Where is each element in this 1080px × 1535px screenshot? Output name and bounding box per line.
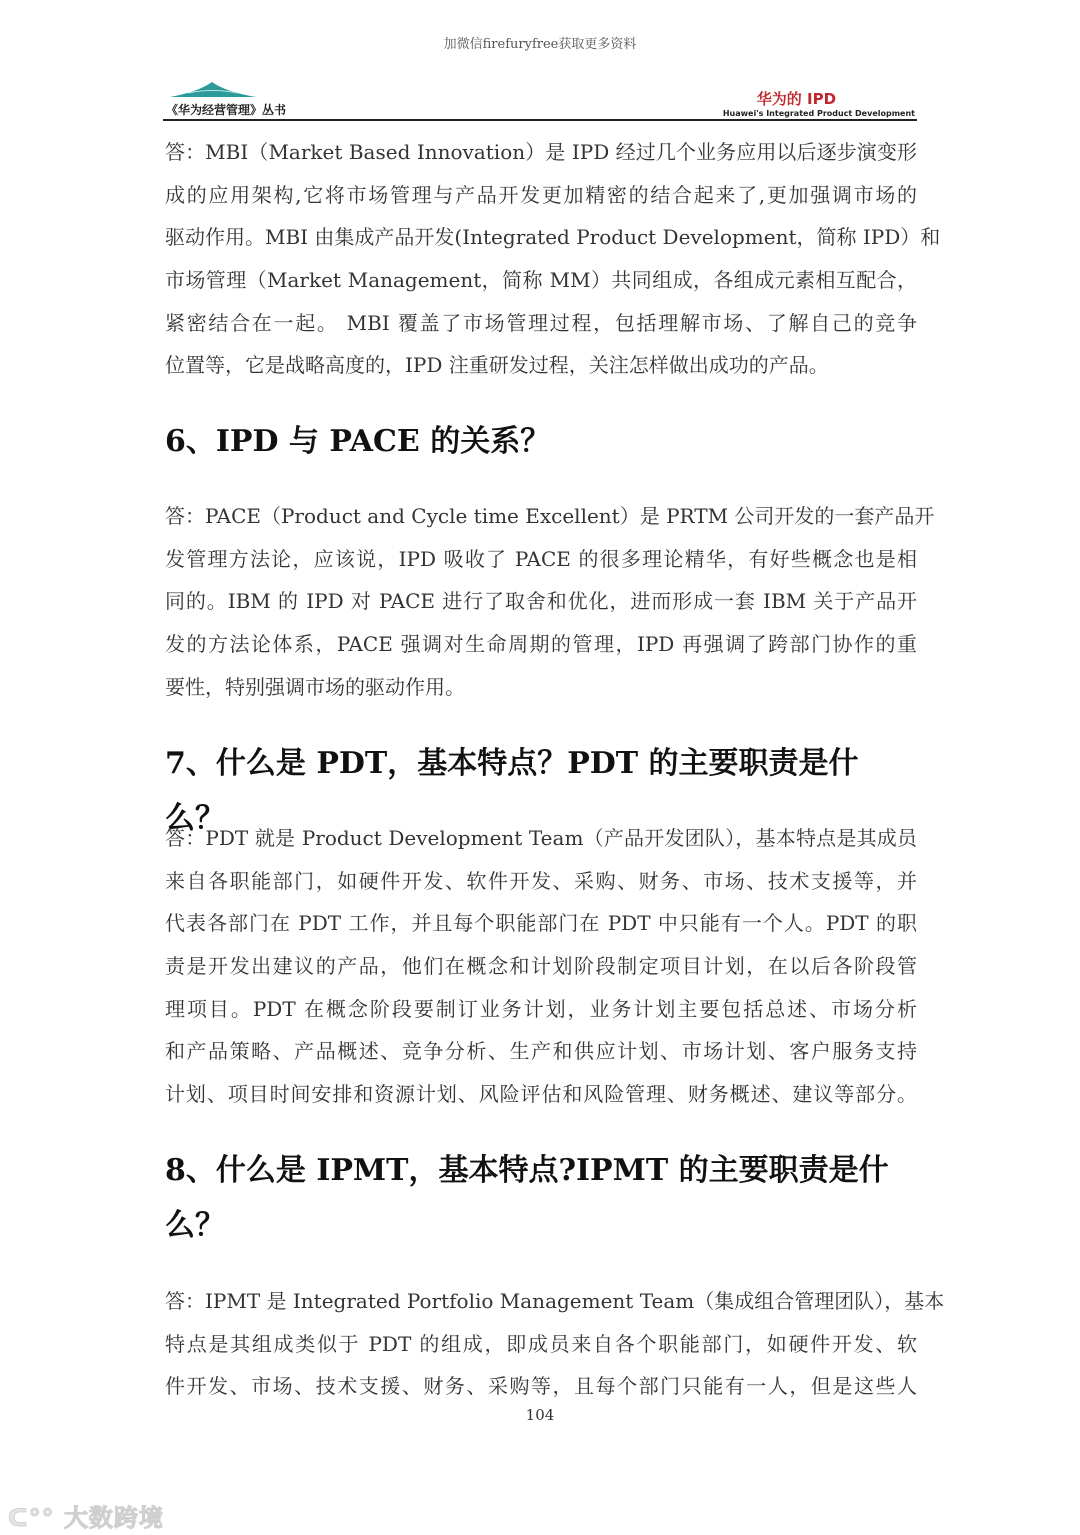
book-series-title: 《华为经营管理》丛书: [166, 103, 287, 117]
brand-subtitle: Huawei's Integrated Product Development: [722, 109, 915, 118]
text-line: 答：PDT 就是 Product Development Team（产品开发团队），基本特点是其成员: [165, 826, 917, 850]
text-line: 理项目。PDT 在概念阶段要制订业务计划，业务计划主要包括总述、市场分析: [165, 996, 917, 1021]
watermark-swirl-icon: ᑕ°°: [8, 1504, 55, 1532]
section-heading-6: 6、IPD 与 PACE 的关系？: [165, 424, 551, 459]
text-line: 来自各职能部门，如硬件开发、软件开发、采购、财务、市场、技术支援等，并: [165, 868, 917, 893]
text-line: 和产品策略、产品概述、竞争分析、生产和供应计划、市场计划、客户服务支持: [165, 1039, 917, 1064]
text-line: 责是开发出建议的产品，他们在概念和计划阶段制定项目计划，在以后各阶段管: [165, 954, 917, 979]
text-line: 成的应用架构,它将市场管理与产品开发更加精密的结合起来了,更加强调市场的: [165, 182, 917, 207]
text-line: 同的。IBM 的 IPD 对 PACE 进行了取舍和优化，进而形成一套 IBM 关于产品开: [165, 589, 917, 614]
text-line: 位置等，它是战略高度的，IPD 注重研发过程，关注怎样做出成功的产品。: [165, 353, 829, 378]
text-line: 紧密结合在一起。 MBI 覆盖了市场管理过程，包括理解市场、了解自己的竞争: [165, 310, 917, 335]
brand-title: 华为的 IPD: [756, 90, 837, 108]
text-line: 答：IPMT 是 Integrated Portfolio Management Team（集成组合管理团队），基本: [165, 1289, 945, 1313]
text-line: 要性，特别强调市场的驱动作用。: [165, 674, 465, 699]
top-note: 加微信firefuryfree获取更多资料: [443, 37, 637, 52]
section-heading-8-continued: 么？: [165, 1208, 225, 1243]
text-line: 市场管理（Market Management，简称 MM）共同组成，各组成元素相互配合，: [165, 268, 917, 293]
answer-paragraph-mbi: [165, 131, 941, 387]
text-line: 答：PACE（Product and Cycle time Excellent）是 PRTM 公司开发的一套产品开: [165, 504, 935, 528]
watermark-logo: [8, 1498, 164, 1533]
text-line: 发的方法论体系，PACE 强调对生命周期的管理，IPD 再强调了跨部门协作的重: [165, 632, 917, 657]
text-line: 驱动作用。MBI 由集成产品开发(Integrated Product Development，简称 IPD）和: [165, 225, 941, 250]
answer-paragraph-pace: [165, 495, 935, 708]
text-line: 答：MBI（Market Based Innovation）是 IPD 经过几个业务应用以后逐步演变形: [165, 140, 917, 164]
page-number: 104: [525, 1406, 555, 1424]
section-heading-8: 8、什么是 IPMT，基本特点?IPMT 的主要职责是什: [165, 1153, 889, 1188]
brand-block: [723, 88, 915, 118]
section-heading-7: 7、什么是 PDT，基本特点？PDT 的主要职责是什么？: [165, 746, 859, 836]
watermark-text: 大数跨境: [63, 1504, 164, 1532]
series-logo-icon: [168, 80, 258, 98]
answer-paragraph-ipmt: [165, 1280, 945, 1408]
header-rule: [163, 119, 917, 121]
text-line: 发管理方法论，应该说，IPD 吸收了 PACE 的很多理论精华，有好些概念也是相: [165, 546, 917, 571]
text-line: 计划、项目时间安排和资源计划、风险评估和风险管理、财务概述、建议等部分。: [165, 1082, 917, 1107]
text-line: 件开发、市场、技术支援、财务、采购等，且每个部门只能有一人，但是这些人: [165, 1374, 917, 1399]
answer-paragraph-pdt: [165, 817, 917, 1116]
text-line: 代表各部门在 PDT 工作，并且每个职能部门在 PDT 中只能有一个人。PDT 的职: [165, 911, 917, 936]
text-line: 特点是其组成类似于 PDT 的组成，即成员来自各个职能部门，如硬件开发、软: [165, 1331, 917, 1356]
